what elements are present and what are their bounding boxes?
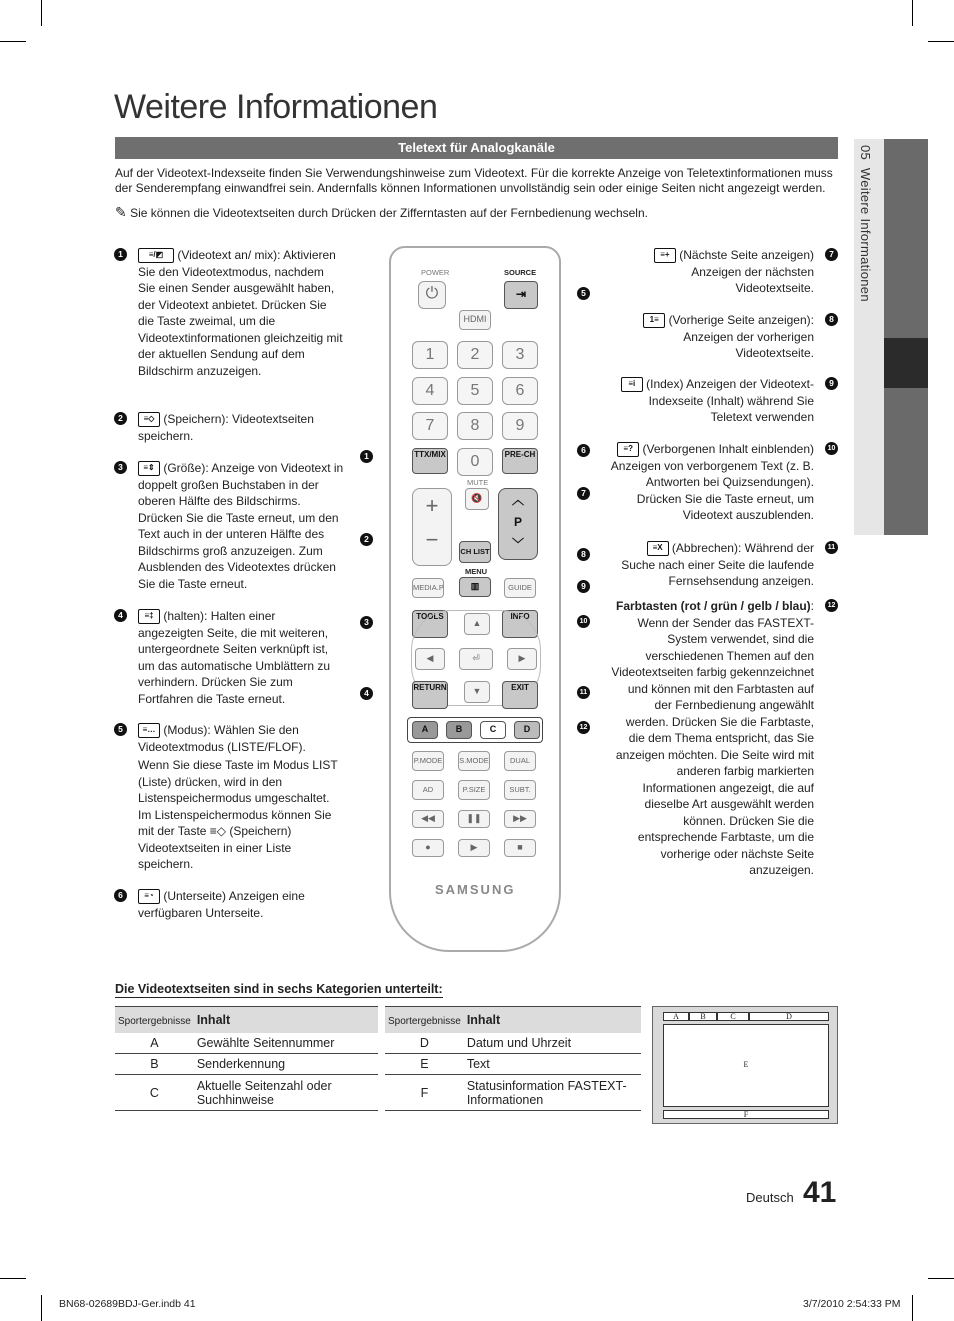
page-number: 41 [803,1176,837,1209]
item-text: (halten): Halten einer angezeigten Seite, die mit weiteren, untergeordnete Seiten verknüpft ist, um das automatische Umblättern zu verhindern. Drücken Sie zum Fortfahren die Taste erneut. [138,609,331,706]
right-item-10 [609,441,836,524]
yellow-c-button[interactable]: C [480,721,506,739]
ttx-label: TTX/MIX [414,450,446,459]
right-item-11 [614,540,836,590]
note-text: Sie können die Videotextseiten durch Drücken der Zifferntasten auf der Fernbedienung wechseln. [130,206,648,220]
left-item-3 [114,460,344,592]
item-number: 5 [114,723,127,736]
print-file-info: BN68-02689BDJ-Ger.indb 41 [59,1298,196,1310]
item-text: (Vorherige Seite anzeigen): Anzeigen der vorherigen Videotextseite. [668,313,814,360]
table-cell: C [115,1075,194,1111]
item-text: (Speichern): Videotextseiten speichern. [138,412,314,443]
return-label: RETURN [413,683,447,692]
table-cell: Aktuelle Seitenzahl oder Suchhinweise [194,1075,378,1111]
menu-icon: ▥ [470,581,480,591]
item-text-extra: Wenn Sie diese Taste im Modus LIST (Liste) drücken, wird in den Listenspeichermodus umgeschaltet. Im Listenspeichermodus können Sie mit der Taste ≡◇ (Speichern) Videotextseiten in einer Liste speichern. [138,758,338,871]
play-button[interactable]: ▶ [458,839,490,857]
remote-control [389,246,561,952]
media-p-button[interactable]: MEDIA.P [412,578,444,598]
side-tab-label [858,145,873,302]
source-button[interactable] [504,281,538,309]
rewind-button[interactable]: ◀◀ [412,810,444,828]
item-text: (Unterseite) Anzeigen eine verfügbaren Unterseite. [138,889,305,920]
table-cell: Datum und Uhrzeit [464,1033,641,1054]
left-item-6 [114,888,344,921]
digit-8-button[interactable]: 8 [457,412,493,440]
pre-ch-button[interactable] [502,448,538,474]
table-row [115,1054,378,1075]
teletext-layout-diagram [652,1006,838,1124]
side-tab-band-active [884,338,928,388]
table-cell: A [115,1033,194,1054]
size-icon: ≡⇕ [138,461,160,476]
volume-rocker[interactable]: + − [412,488,452,566]
item-text: : Wenn der Sender das FASTEXT-System verwendet, sind die verschiedenen Themen auf den Videotextseiten farbig gekennzeichnet und können mit den Farbtasten auf der Fernbedienung angewählt werden. Drücken Sie die Farbtaste, die dem Thema entspricht, das Sie anzeigen möchten. Die Seite wird mit anderen farbig markierten Informationen angezeigt, die auf dieselbe Art ausgewählt werden können. Drücken Sie die entsprechende Farbtaste, um die vorherige oder nächste Seite anzuzeigen. [611,599,814,877]
callout-2: 2 [360,533,373,546]
diagram-a: A [663,1012,689,1021]
table-cell: Gewählte Seitennummer [194,1033,378,1054]
item-number: 2 [114,412,127,425]
page-title: Weitere Informationen [114,88,438,126]
power-button[interactable] [418,281,446,309]
mode-icon: ≡… [138,723,160,738]
p-size-button[interactable]: P.SIZE [458,780,490,800]
tools-label: TOOLS [416,612,444,621]
next-page-icon: ≡+ [654,248,676,263]
item-number: 12 [825,599,838,612]
digit-7-button[interactable]: 7 [412,412,448,440]
hdmi-button[interactable]: HDMI [459,310,491,330]
reveal-icon: ≡? [617,442,639,457]
side-tab-band-top [884,139,928,338]
callout-11: 11 [577,686,590,699]
color-keys-title: Farbtasten (rot / grün / gelb / blau) [615,599,811,613]
digit-9-button[interactable]: 9 [502,412,538,440]
item-text: (Abbrechen): Während der Suche nach einer Seite die laufende Fernsehsendung anzeigen. [621,541,814,588]
side-tab-band-bottom [884,388,928,535]
callout-5: 5 [577,287,590,300]
cancel-icon: ≡X [647,541,669,556]
digit-0-button[interactable]: 0 [457,448,493,476]
item-number: 4 [114,609,127,622]
down-arrow-button[interactable]: ▼ [464,681,490,703]
store-icon: ≡◇ [138,412,160,427]
up-arrow-button[interactable]: ▲ [464,613,490,635]
power-label: POWER [421,268,450,277]
item-number: 8 [825,313,838,326]
hold-icon: ≡‡ [138,609,160,624]
table-cell: B [115,1054,194,1075]
digit-5-button[interactable]: 5 [457,377,493,405]
callout-6: 6 [577,444,590,457]
callout-4: 4 [360,687,373,700]
diagram-b: B [689,1012,717,1021]
item-number: 1 [114,248,127,261]
source-icon: ⇥ [515,287,527,301]
item-number: 3 [114,461,127,474]
right-item-7 [619,247,834,297]
samsung-logo: SAMSUNG [435,882,516,897]
left-item-5 [114,722,344,873]
category-table-left [115,1006,378,1111]
callout-8: 8 [577,548,590,561]
item-number: 11 [825,541,838,554]
table-row [385,1054,641,1075]
item-number: 9 [825,377,838,390]
pencil-icon: ✎ [115,204,127,220]
item-text: (Größe): Anzeige von Videotext in doppelt großen Buchstaben in der oberen Hälfte des Bildschirms. Drücken Sie die Taste erneut, um den Text auch in der unteren Hälfte des Bildschirms groß anzuzeigen. Zum Ausblenden des Videotextes drücken Sie die Taste erneut. [138,461,344,591]
green-b-button[interactable]: B [446,721,472,739]
menu-label: MENU [465,567,488,576]
subpage-icon: ≡◔ [138,889,160,904]
ad-button[interactable]: AD [412,780,444,800]
enter-button[interactable]: ⏎ [459,648,493,670]
channel-label: P [513,515,522,529]
table-header: Sportergebnisse [118,1015,191,1027]
prech-label: PRE-CH [504,450,536,459]
table-cell: E [385,1054,464,1075]
right-item-8 [619,312,834,362]
left-item-1 [114,247,344,379]
mute-label: MUTE [467,478,489,487]
ttx-mix-button[interactable] [412,448,448,474]
menu-button[interactable] [459,577,491,597]
table-cell: D [385,1033,464,1054]
s-mode-button[interactable]: S.MODE [458,751,490,771]
index-icon: ≡i [621,377,643,392]
table-header: Sportergebnisse [388,1015,461,1027]
channel-rocker[interactable]: ︿ P ﹀ [498,488,538,560]
table-row [385,1075,641,1111]
power-icon: ⏻ [425,285,439,302]
side-tab-number: 05 [858,145,873,161]
table-row [385,1033,641,1054]
red-a-button[interactable]: A [412,721,438,739]
digit-1-button[interactable]: 1 [412,341,448,369]
left-item-2 [114,411,344,444]
item-text: (Verborgenen Inhalt einblenden) Anzeigen von verborgenem Text (z. B. Antworten bei Quizsendungen). Drücken Sie die Taste erneut, um Videotext auszublenden. [610,442,814,522]
item-text: (Nächste Seite anzeigen) Anzeigen der nächsten Videotextseite. [679,248,814,295]
diagram-f: F [663,1110,829,1119]
callout-1: 1 [360,450,373,463]
right-item-12 [609,598,836,879]
intro-text: Auf der Videotext-Indexseite finden Sie Verwendungshinweise zum Videotext. Für die korrekte Anzeige von Teletextinformationen muss der Senderempfang einwandfrei sein. Andernfalls können Informationen unvollständig sein oder einige Seiten nicht angezeigt werden. [115,166,833,195]
callout-7: 7 [577,487,590,500]
left-item-4 [114,608,344,707]
digit-4-button[interactable]: 4 [412,377,448,405]
p-mode-button[interactable]: P.MODE [412,751,444,771]
source-label: SOURCE [504,268,537,277]
table-heading: Die Videotextseiten sind in sechs Kategorien unterteilt: [115,982,443,996]
callout-3: 3 [360,616,373,629]
table-cell: Statusinformation FASTEXT-Informationen [464,1075,641,1111]
category-table-right [385,1006,641,1111]
callout-9: 9 [577,580,590,593]
digit-2-button[interactable]: 2 [457,341,493,369]
pause-button[interactable]: ❚❚ [458,810,490,828]
mute-icon: 🔇 [471,493,483,503]
item-text: (Modus): Wählen Sie den Videotextmodus (LISTE/FLOF). [138,723,306,754]
table-header: Inhalt [194,1007,378,1033]
callout-12: 12 [577,721,590,734]
subt-button[interactable]: SUBT. [504,780,536,800]
blue-d-button[interactable]: D [514,721,540,739]
item-number: 6 [114,889,127,902]
digit-3-button[interactable]: 3 [502,341,538,369]
table-header: Inhalt [464,1007,641,1033]
previous-page-icon: 1≡ [643,313,665,328]
digit-6-button[interactable]: 6 [502,377,538,405]
ch-list-button[interactable]: CH LIST [459,541,491,563]
exit-button[interactable] [502,681,538,709]
section-title: Teletext für Analogkanäle [115,137,838,159]
table-cell: Text [464,1054,641,1075]
teletext-mix-icon: ≡/◩ [138,248,174,263]
print-date-info: 3/7/2010 2:54:33 PM [803,1298,901,1310]
table-row [115,1075,378,1111]
diagram-e: E [663,1024,829,1107]
table-cell: F [385,1075,464,1111]
info-label: INFO [510,612,530,621]
item-number: 10 [825,442,838,455]
item-number: 7 [825,248,838,261]
return-button[interactable] [412,681,448,709]
right-item-9 [614,376,834,426]
callout-10: 10 [577,615,590,628]
item-text: (Videotext an/ mix): Aktivieren Sie den Videotextmodus, nachdem Sie einen Sender ausgewählt haben, der Videotext anbietet. Drücken Sie die Taste zweimal, um die Videotextinformationen gleichzeitig mit der aktuellen Sendung auf dem Bildschirm anzuzeigen. [138,248,343,378]
diagram-c: C [717,1012,749,1021]
record-button[interactable]: ● [412,839,444,857]
dual-button[interactable]: DUAL [504,751,536,771]
guide-button[interactable]: GUIDE [504,578,536,598]
item-text: (Index) Anzeigen der Videotext-Indexseite (Inhalt) während Sie Teletext verwenden [646,377,814,424]
side-tab-text: Weitere Informationen [858,167,873,302]
exit-label: EXIT [511,683,529,692]
fast-forward-button[interactable]: ▶▶ [504,810,536,828]
mute-button[interactable] [465,488,489,510]
stop-button[interactable]: ■ [504,839,536,857]
left-arrow-button[interactable]: ◀ [415,648,445,670]
note [115,204,840,221]
table-row [115,1033,378,1054]
right-arrow-button[interactable]: ▶ [507,648,537,670]
diagram-d: D [749,1012,829,1021]
footer-language: Deutsch [746,1190,794,1205]
table-cell: Senderkennung [194,1054,378,1075]
